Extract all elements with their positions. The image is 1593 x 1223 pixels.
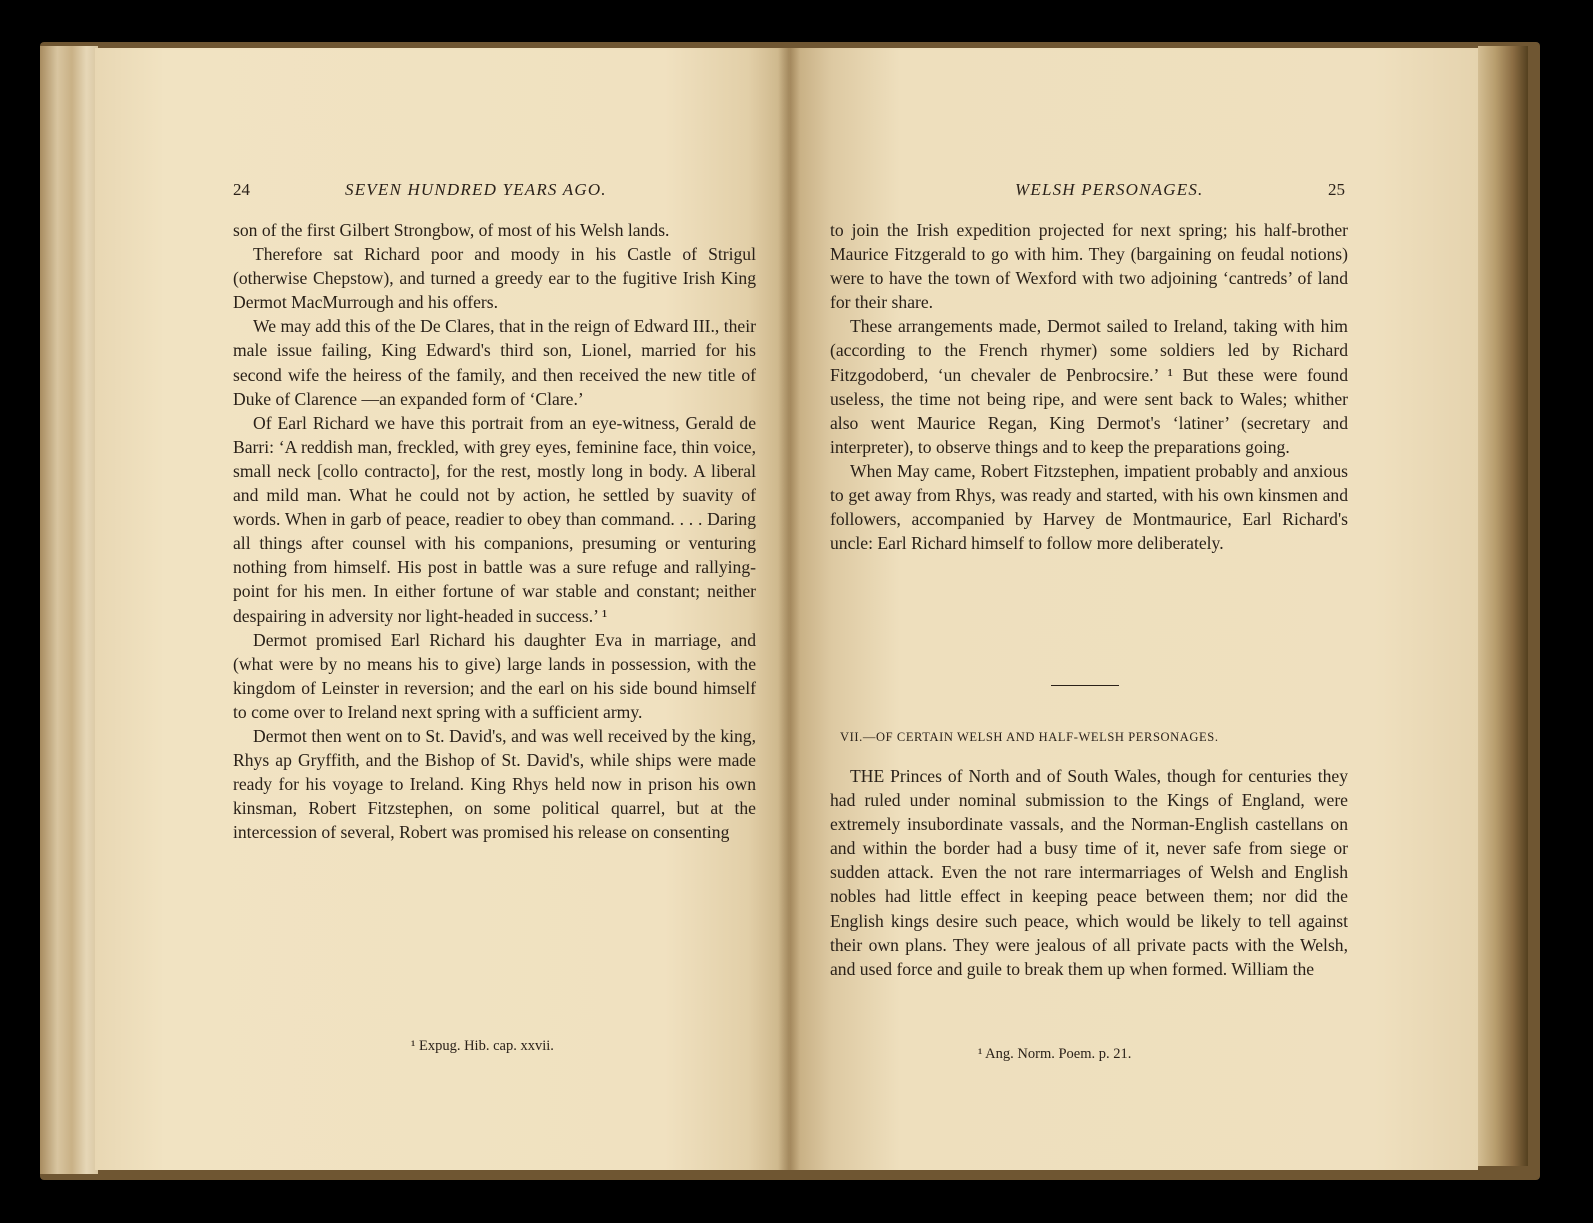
paragraph: Of Earl Richard we have this portrait from an eye-witness, Gerald de Barri: ‘A reddish man, freckled, with grey eyes, feminine face, thin voice, small neck [collo contracto], for the rest, mostly long in body. A liberal and mild man. What he could not by action, he settled by suavity of words. When in garb of peace, readier to obey than command. . . . Daring all things after counsel with his companions, presuming or venturing nothing from himself. His post in battle was a sure refuge and rallying-point for his men. In either fortune of war stable and constant; neither despairing in adversity nor light-headed in success.’ ¹ (233, 412, 756, 626)
paragraph: son of the first Gilbert Strongbow, of most of his Welsh lands. (233, 220, 670, 240)
paragraph: When May came, Robert Fitzstephen, impatient probably and anxious to get away from Rhys, was ready and started, with his own kinsmen and followers, accompanied by Harvey de Montmaurice, Earl Richard's uncle: Earl Richard himself to follow more deliberately. (830, 460, 1348, 554)
running-head: SEVEN HUNDRED YEARS AGO. (345, 180, 607, 199)
paragraph: These arrangements made, Dermot sailed to Ireland, taking with him (according to the French rhymer) some soldiers led by Richard Fitzgodoberd, ‘un chevaler de Penbrocsire.’ ¹ But these were found useless, the time not being ripe, and were sent back to Wales; whither also went Maurice Regan, King Dermot's ‘latiner’ (secretary and interpreter), to observe things and to keep the preparations going. (830, 316, 1348, 457)
section-divider (1051, 685, 1119, 686)
running-head: WELSH PERSONAGES. (1015, 180, 1204, 199)
page-number: 24 (233, 180, 250, 199)
footnote: ¹ Ang. Norm. Poem. p. 21. (978, 1046, 1132, 1062)
left-page-edges (40, 46, 98, 1174)
left-text-column (233, 218, 756, 844)
footnote: ¹ Expug. Hib. cap. xxvii. (411, 1038, 554, 1054)
right-page (790, 48, 1478, 1170)
paragraph: to join the Irish expedition projected for next spring; his half-brother Maurice Fitzgerald to go with him. They (bargaining on feudal notions) were to have the town of Wexford with two adjoining ‘cantreds’ of land for their share. (830, 220, 1348, 313)
book-gutter (778, 48, 800, 1170)
paragraph: We may add this of the De Clares, that in the reign of Edward III., their male issue failing, King Edward's third son, Lionel, married for his second wife the heiress of the family, and then received the new title of Duke of Clarence —an expanded form of ‘Clare.’ (233, 316, 756, 409)
paragraph: Dermot promised Earl Richard his daughter Eva in marriage, and (what were by no means his to give) large lands in possession, with the kingdom of Leinster in reversion; and the earl on his side bound himself to come over to Ireland next spring with a sufficient army. (233, 629, 756, 722)
paragraph: Therefore sat Richard poor and moody in his Castle of Strigul (otherwise Chepstow), and turned a greedy ear to the fugitive Irish King Dermot MacMurrough and his offers. (233, 244, 756, 313)
chapter-heading: VII.—OF CERTAIN WELSH AND HALF-WELSH PERSONAGES. (840, 730, 1219, 744)
paragraph: Dermot then went on to St. David's, and was well received by the king, Rhys ap Gryffith, and the Bishop of St. David's, while ships were made ready for his voyage to Ireland. King Rhys held now in prison his own kinsman, Robert Fitzstephen, on some political quarrel, but at the intercession of several, Robert was promised his release on consenting (233, 725, 756, 843)
page-number: 25 (1328, 180, 1345, 199)
left-page (95, 48, 790, 1170)
chapter-text-column (830, 764, 1348, 981)
right-text-column (830, 218, 1348, 555)
right-page-edges (1478, 46, 1528, 1166)
paragraph: THE Princes of North and of South Wales, though for centuries they had ruled under nominal submission to the Kings of England, were extremely insubordinate vassals, and the Norman-English castellans on and within the border had a busy time of it, never safe from siege or sudden attack. Even the not rare intermarriages of Welsh and English nobles had little effect in keeping peace between them; nor did the English kings desire such peace, which would be likely to tell against their own plans. They were jealous of all private pacts with the Welsh, and used force and guile to break them up when formed. William the (830, 766, 1348, 979)
